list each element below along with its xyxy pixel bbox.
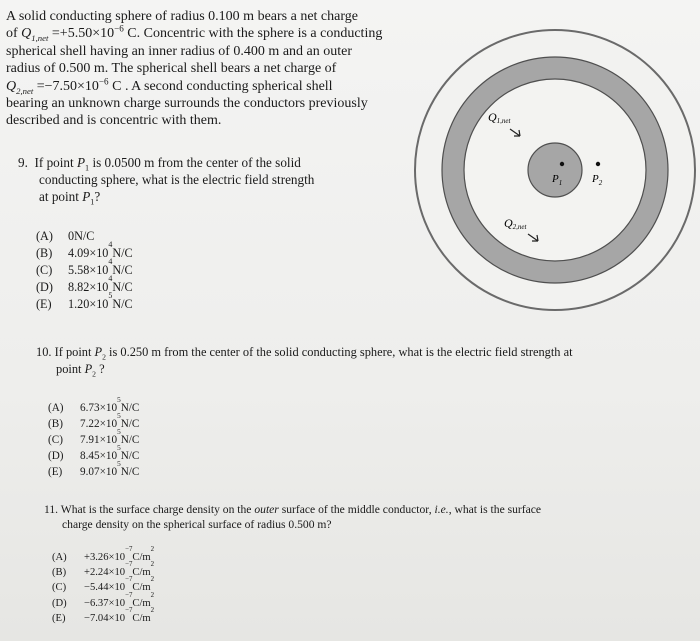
q9-point-sub: 1 bbox=[90, 197, 95, 207]
intro-text: of bbox=[6, 26, 22, 42]
q9-text: at point bbox=[39, 189, 83, 204]
option-unit: N/C bbox=[120, 466, 140, 478]
q11-text: surface of the middle conductor, bbox=[278, 503, 435, 516]
option-value: 7.22×10 bbox=[80, 418, 118, 430]
q2-value: =−7.50×10 bbox=[33, 78, 99, 94]
q10-number: 10. bbox=[36, 345, 52, 359]
option-unit: C/m bbox=[132, 612, 151, 624]
option-exponent: −7 bbox=[125, 561, 133, 569]
unit-exponent: 2 bbox=[150, 561, 155, 569]
option-letter: (C) bbox=[52, 582, 67, 594]
option-letter: (D) bbox=[52, 597, 67, 609]
intro-line-1: A solid conducting sphere of radius 0.100 m bears a net charge bbox=[6, 9, 358, 24]
label-p1: $P_1$ bbox=[552, 173, 563, 187]
q2-exponent: −6 bbox=[98, 75, 109, 86]
q1-value: =+5.50×10 bbox=[48, 26, 115, 42]
intro-line-2 bbox=[6, 25, 426, 42]
q10-options bbox=[48, 396, 140, 480]
q1-exponent: −6 bbox=[114, 23, 124, 34]
q10-text: ? bbox=[96, 362, 105, 376]
intro-line-7: described and is concentric with them. bbox=[6, 113, 222, 129]
option-unit: N/C bbox=[120, 450, 140, 462]
intro-text: C. Concentric with the sphere is a conducting bbox=[123, 26, 383, 42]
question-10 bbox=[36, 344, 656, 378]
q11-text: , what is the surface bbox=[448, 503, 542, 516]
option-unit: N/C bbox=[74, 229, 95, 243]
q10-line-1 bbox=[36, 344, 656, 361]
q10-point: P bbox=[84, 362, 93, 376]
q11-option-a[interactable] bbox=[52, 546, 155, 565]
q9-point-sub: 1 bbox=[85, 163, 90, 173]
label-q1: Q1,net bbox=[488, 110, 511, 125]
q2-subscript: 2,net bbox=[16, 85, 34, 96]
intro-line-5 bbox=[6, 75, 426, 96]
option-letter: (B) bbox=[36, 246, 53, 260]
q9-text: If point bbox=[34, 155, 77, 170]
q10-option-b[interactable] bbox=[48, 412, 140, 432]
intro-line-4: radius of 0.500 m. The spherical shell bears a net charge of bbox=[6, 61, 337, 77]
option-value: 8.45×10 bbox=[80, 450, 118, 462]
option-value: −6.37×10 bbox=[84, 597, 126, 609]
option-exponent: 4 bbox=[108, 257, 113, 266]
option-exponent: −7 bbox=[125, 606, 133, 614]
option-value: +2.24×10 bbox=[84, 567, 126, 579]
option-exponent: −7 bbox=[125, 546, 133, 553]
option-value: 8.82×10 bbox=[68, 280, 109, 294]
option-unit: N/C bbox=[120, 434, 140, 446]
point-p1-dot bbox=[560, 162, 564, 166]
q9-text: is 0.0500 m from the center of the solid bbox=[89, 155, 301, 170]
q11-text: What is the surface charge density on the bbox=[58, 503, 255, 516]
q11-option-b[interactable] bbox=[52, 561, 155, 580]
q9-option-a[interactable] bbox=[36, 228, 133, 245]
option-value: 4.09×10 bbox=[68, 246, 109, 260]
option-exponent: 5 bbox=[117, 460, 121, 468]
q10-text: point bbox=[56, 362, 85, 376]
question-9 bbox=[18, 154, 348, 205]
option-exponent: 5 bbox=[117, 428, 121, 436]
option-value: −5.44×10 bbox=[84, 582, 126, 594]
concentric-spheres-diagram bbox=[400, 22, 700, 322]
option-unit: C/m bbox=[132, 582, 151, 594]
option-letter: (B) bbox=[52, 567, 67, 579]
option-letter: (A) bbox=[52, 552, 67, 563]
q9-line-2: conducting sphere, what is the electric field strength bbox=[39, 172, 315, 187]
q9-option-b[interactable] bbox=[36, 240, 133, 262]
intro-text: C . A second conducting spherical shell bbox=[108, 78, 333, 94]
option-exponent: −7 bbox=[125, 576, 133, 584]
option-value: 6.73×10 bbox=[80, 402, 118, 414]
q1-subscript: 1,net bbox=[31, 33, 49, 44]
q10-option-a[interactable] bbox=[48, 396, 140, 416]
option-value: 9.07×10 bbox=[80, 466, 118, 478]
option-unit: N/C bbox=[120, 418, 140, 430]
q11-number: 11. bbox=[44, 503, 59, 516]
q10-option-e[interactable] bbox=[48, 460, 140, 480]
q11-options bbox=[52, 546, 155, 626]
problem-intro bbox=[6, 8, 426, 130]
option-exponent: 5 bbox=[108, 291, 113, 300]
q10-point-sub: 2 bbox=[102, 352, 106, 362]
q2-symbol: Q bbox=[6, 78, 17, 94]
q9-options bbox=[36, 228, 133, 313]
q9-number: 9. bbox=[18, 155, 28, 170]
q10-point-sub: 2 bbox=[92, 369, 96, 379]
q9-option-e[interactable] bbox=[36, 291, 133, 313]
option-value: −7.04×10 bbox=[84, 612, 126, 624]
option-unit: N/C bbox=[112, 297, 133, 311]
solid-sphere bbox=[528, 143, 582, 197]
q10-text: is 0.250 m from the center of the solid conducting sphere, what is the electric field strength at bbox=[105, 345, 573, 359]
option-unit: C/m bbox=[132, 597, 151, 609]
option-letter: (A) bbox=[48, 402, 64, 414]
option-value: 1.20×10 bbox=[68, 297, 109, 311]
q10-option-d[interactable] bbox=[48, 444, 140, 464]
q11-option-e[interactable] bbox=[52, 606, 155, 626]
q11-line-2: charge density on the spherical surface of radius 0.500 m? bbox=[62, 518, 332, 531]
option-value: +3.26×10 bbox=[84, 552, 126, 563]
option-letter: (D) bbox=[36, 280, 53, 294]
q10-line-2 bbox=[36, 361, 656, 378]
q11-option-d[interactable] bbox=[52, 591, 155, 611]
q9-point: P bbox=[76, 155, 86, 170]
option-value: 7.91×10 bbox=[80, 434, 118, 446]
q9-option-c[interactable] bbox=[36, 257, 133, 279]
label-p2: $P_2$ bbox=[592, 173, 603, 187]
intro-line-3: spherical shell having an inner radius of 0.400 m and an outer bbox=[6, 43, 353, 59]
option-unit: N/C bbox=[112, 246, 133, 260]
q10-point: P bbox=[94, 345, 103, 359]
option-value: 0 bbox=[68, 229, 75, 243]
option-exponent: 5 bbox=[117, 412, 121, 420]
q11-option-c[interactable] bbox=[52, 576, 155, 595]
option-letter: (C) bbox=[36, 263, 53, 277]
q11-emphasis: outer bbox=[254, 503, 279, 516]
option-unit: C/m bbox=[132, 567, 151, 579]
option-letter: (E) bbox=[52, 612, 66, 624]
option-letter: (B) bbox=[48, 418, 63, 430]
q9-point: P bbox=[82, 189, 91, 204]
question-11 bbox=[44, 502, 644, 532]
option-letter: (D) bbox=[48, 450, 64, 462]
intro-line-6: bearing an unknown charge surrounds the conductors previously bbox=[6, 96, 368, 112]
unit-exponent: 2 bbox=[150, 606, 155, 614]
q9-option-d[interactable] bbox=[36, 274, 133, 296]
point-p2-dot bbox=[596, 162, 600, 166]
option-letter: (E) bbox=[36, 297, 52, 311]
option-value: 5.58×10 bbox=[68, 263, 109, 277]
q10-option-c[interactable] bbox=[48, 428, 140, 448]
option-unit: N/C bbox=[112, 280, 133, 294]
q11-line-1 bbox=[44, 502, 644, 517]
option-letter: (A) bbox=[36, 229, 53, 243]
option-exponent: 5 bbox=[117, 396, 121, 404]
option-exponent: 4 bbox=[108, 274, 113, 283]
option-exponent: 5 bbox=[117, 444, 121, 452]
q10-text: If point bbox=[51, 345, 95, 359]
q9-text: ? bbox=[94, 189, 101, 204]
unit-exponent: 2 bbox=[150, 576, 155, 584]
option-unit: N/C bbox=[112, 263, 133, 277]
option-exponent: −7 bbox=[125, 591, 133, 599]
q9-line-3 bbox=[18, 188, 348, 205]
unit-exponent: 2 bbox=[150, 546, 155, 553]
option-letter: (E) bbox=[48, 466, 63, 478]
option-unit: N/C bbox=[120, 402, 140, 414]
q11-ie: i.e. bbox=[434, 503, 449, 516]
q1-symbol: Q bbox=[21, 26, 32, 42]
option-unit: C/m bbox=[132, 552, 151, 563]
option-letter: (C) bbox=[48, 434, 63, 446]
label-q2: Q2,net bbox=[504, 216, 527, 231]
option-exponent: 4 bbox=[108, 240, 113, 249]
q9-line-1 bbox=[18, 154, 348, 171]
unit-exponent: 2 bbox=[150, 591, 155, 599]
